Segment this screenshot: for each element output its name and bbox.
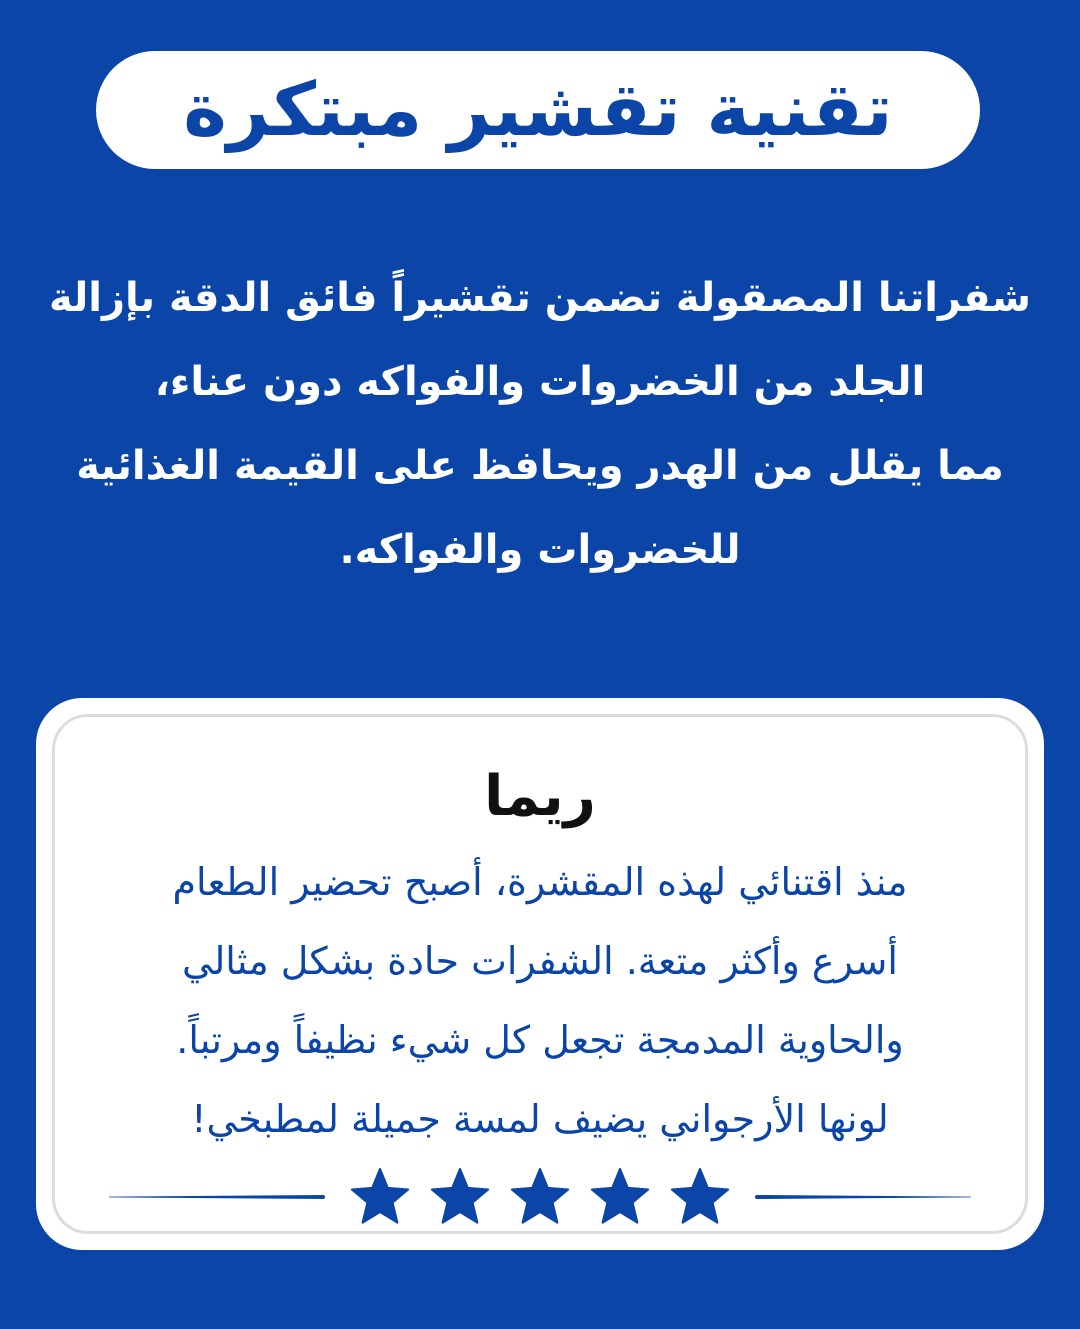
star-icon — [428, 1165, 492, 1229]
review-line: والحاوية المدمجة تجعل كل شيء نظيفاً ومرتباً. — [176, 1018, 904, 1062]
review-card — [36, 698, 1044, 1250]
review-line: لونها الأرجواني يضيف لمسة جميلة لمطبخي! — [191, 1097, 889, 1141]
star-icon — [348, 1165, 412, 1229]
review-text — [75, 843, 1005, 1159]
review-line: أسرع وأكثر متعة. الشفرات حادة بشكل مثالي — [182, 939, 898, 983]
star-icon — [668, 1165, 732, 1229]
feature-description — [40, 256, 1040, 592]
review-line: منذ اقتنائي لهذه المقشرة، أصبح تحضير الطعام — [172, 860, 908, 904]
star-rating — [55, 1165, 1025, 1229]
description-line: مما يقلل من الهدر ويحافظ على القيمة الغذائية — [76, 443, 1004, 489]
description-line: الجلد من الخضروات والفواكه دون عناء، — [154, 359, 926, 405]
description-line: للخضروات والفواكه. — [339, 527, 741, 573]
page-title: تقنية تقشير مبتكرة — [183, 67, 893, 153]
review-card-frame — [52, 714, 1028, 1234]
reviewer-name: ريما — [484, 764, 596, 829]
title-banner — [96, 51, 980, 169]
star-icon — [588, 1165, 652, 1229]
star-icon — [508, 1165, 572, 1229]
description-line: شفراتنا المصقولة تضمن تقشيراً فائق الدقة بإزالة — [48, 275, 1032, 321]
